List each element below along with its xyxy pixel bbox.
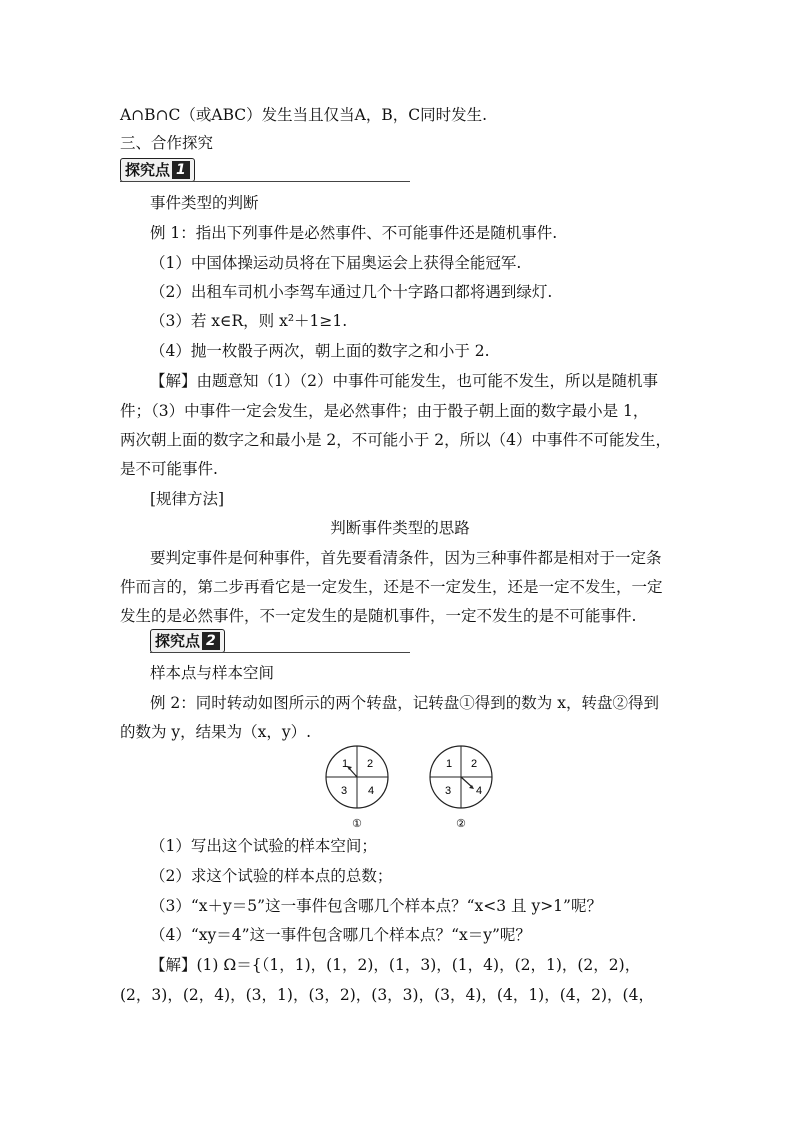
solution-2-line: (2，3)，(2，4)，(3，1)，(3，2)，(3，3)，(3，4)，(4，1)，(4，2)，(4， <box>120 986 654 1004</box>
example-2-item: （1）写出这个试验的样本空间； <box>150 837 377 855</box>
spinner-1-number: 2 <box>367 758 374 770</box>
method-line: 要判定事件是何种事件，首先要看清条件，因为三种事件都是相对于一定条 <box>150 549 662 567</box>
header-rule <box>150 652 410 653</box>
topic-2: 样本点与样本空间 <box>150 664 275 682</box>
example-2-item: （4）“xy＝4”这一事件包含哪几个样本点？“x＝y”呢？ <box>150 926 531 944</box>
intro-line: A∩B∩C（或ABC）发生当且仅当A，B，C同时发生. <box>120 106 488 124</box>
example-2-line: 例 2：同时转动如图所示的两个转盘，记转盘①得到的数为 x，转盘②得到 <box>150 694 659 712</box>
section-heading: 三、合作探究 <box>120 134 214 152</box>
spinner-2-number: 4 <box>476 785 483 797</box>
inquiry-tag-1 <box>120 158 195 182</box>
spinner-1-label: ① <box>352 818 362 830</box>
spinner-2 <box>430 746 492 830</box>
method-line: 件而言的，第二步再看它是一定发生，还是不一定发生，还是一定不发生，一定 <box>120 578 663 596</box>
example-2-line: 的数为 y，结果为（x，y）. <box>120 723 312 741</box>
example-2-item: （2）求这个试验的样本点的总数； <box>150 867 393 885</box>
example-1-item: （1）中国体操运动员将在下届奥运会上获得全能冠军. <box>150 254 522 272</box>
topic-1: 事件类型的判断 <box>150 194 259 212</box>
spinner-2-number: 1 <box>446 758 453 770</box>
solution-1-line: 两次朝上面的数字之和最小是 2，不可能小于 2，所以（4）中事件不可能发生， <box>120 431 671 449</box>
spinner-1-number: 1 <box>342 758 349 770</box>
spinner-2-pointer <box>461 777 472 787</box>
method-line: 发生的是必然事件，不一定发生的是随机事件，一定不发生的是不可能事件. <box>120 607 637 625</box>
example-1-item: （3）若 x∈R，则 x²＋1≥1. <box>150 312 348 330</box>
spinner-2-number: 2 <box>471 758 478 770</box>
spinner-1-number: 4 <box>368 785 375 797</box>
example-1-item: （4）抛一枚骰子两次，朝上面的数字之和小于 2. <box>150 342 490 360</box>
spinner-1-number: 3 <box>341 785 348 797</box>
spinner-1 <box>326 746 388 830</box>
tag-label: 探究点 <box>125 161 171 179</box>
tag-label: 探究点 <box>155 632 201 650</box>
tag-number: 2 <box>202 632 220 650</box>
spinner-2-number: 3 <box>445 785 452 797</box>
solution-1-line: 【解】由题意知（1）（2）中事件可能发生，也可能不发生，所以是随机事 <box>150 372 658 390</box>
inquiry-point-2-header <box>150 629 410 653</box>
inquiry-point-1-header <box>120 158 410 182</box>
example-2-item: （3）“x＋y＝5”这一事件包含哪几个样本点？“x<3 且 y>1”呢？ <box>150 897 602 915</box>
example-1-item: （2）出租车司机小李驾车通过几个十字路口都将遇到绿灯. <box>150 283 553 301</box>
method-label: [规律方法] <box>150 490 225 508</box>
header-rule <box>120 181 410 182</box>
solution-1-line: 件；（3）中事件一定会发生，是必然事件；由于骰子朝上面的数字最小是 1， <box>120 402 649 420</box>
method-title: 判断事件类型的思路 <box>330 519 470 537</box>
spinner-2-label: ② <box>456 818 466 830</box>
inquiry-tag-2 <box>150 629 225 653</box>
spinners-figure <box>320 745 510 835</box>
tag-number: 1 <box>172 161 190 179</box>
example-1-intro: 例 1：指出下列事件是必然事件、不可能事件还是随机事件. <box>150 224 558 242</box>
solution-1-line: 是不可能事件. <box>120 460 218 478</box>
solution-2-line: 【解】(1) Ω＝{（1，1)，(1，2)，(1，3)，(1，4)，(2，1)，(2，2)， <box>150 956 641 974</box>
